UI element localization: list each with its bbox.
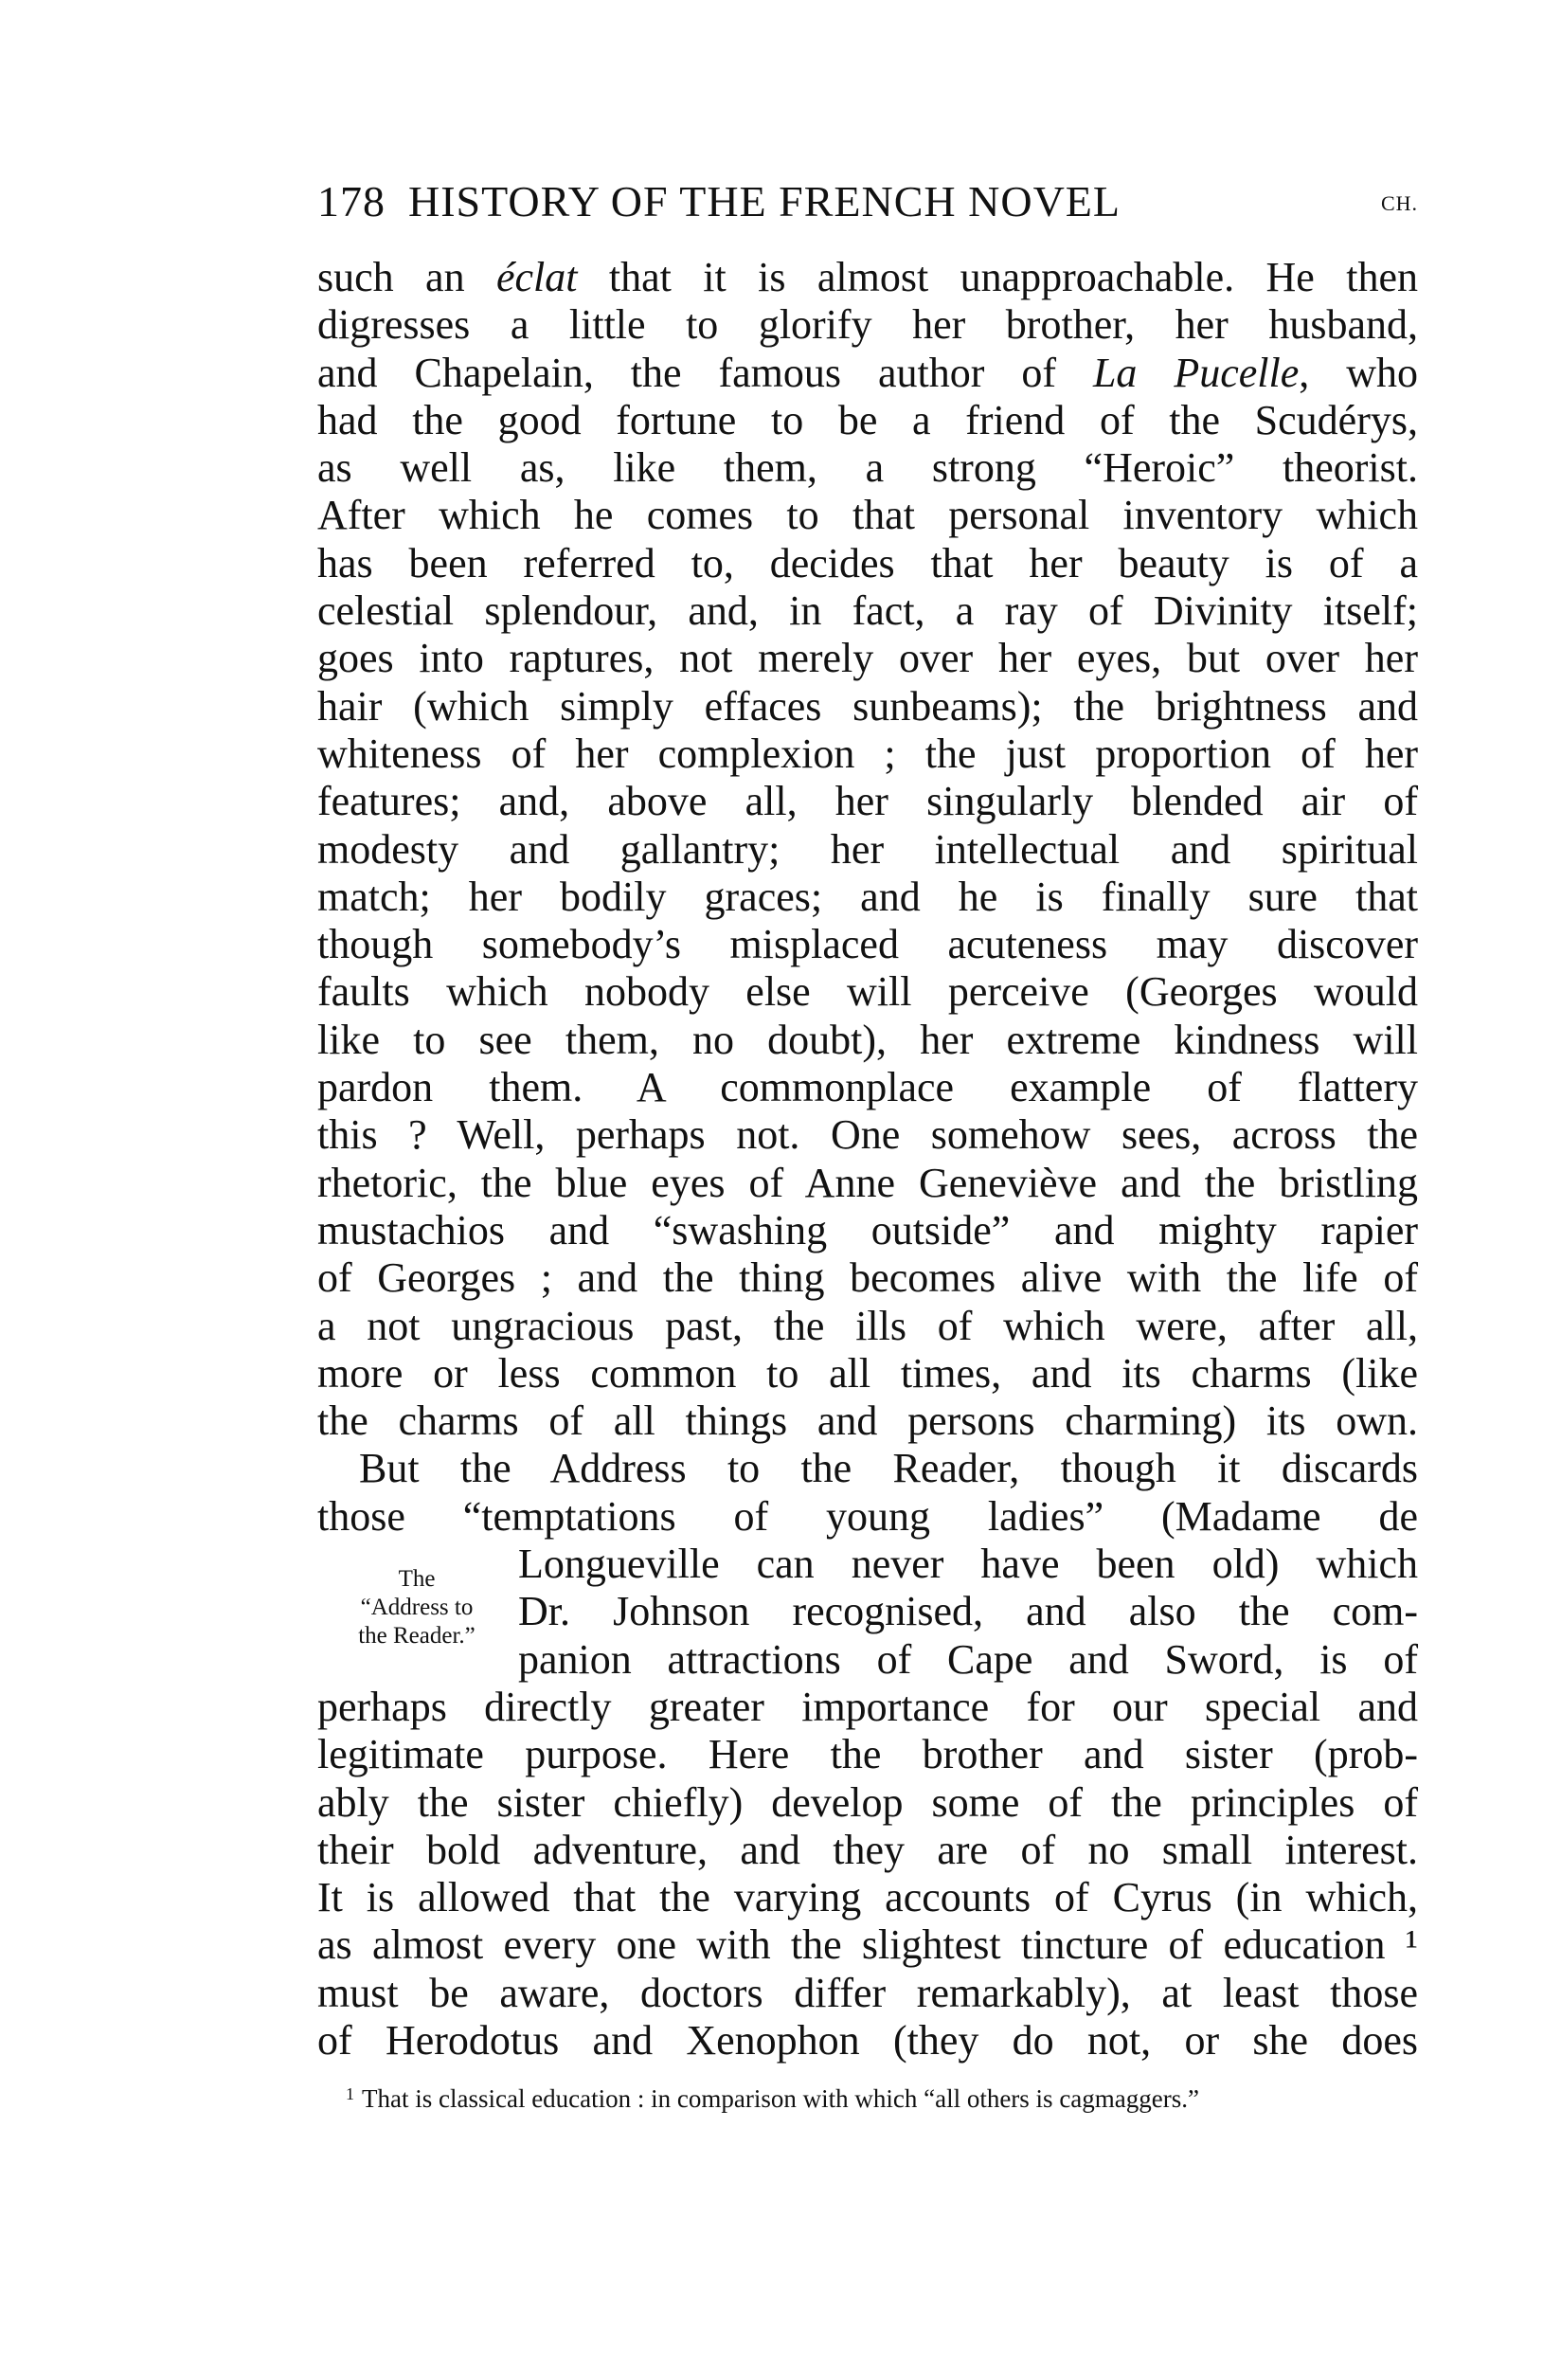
text-line: ably the sister chiefly) develop some of the principles of [317, 1778, 1418, 1826]
running-title: HISTORY OF THE FRENCH NOVEL [408, 177, 1121, 225]
text-line: faults which nobody else will perceive (Georges would [317, 968, 1418, 1016]
text-line: the charms of all things and persons charming) its own. [317, 1397, 1418, 1445]
text-line: modesty and gallantry; her intellectual and spiritual [317, 825, 1418, 873]
body-text [317, 254, 1418, 2064]
text-line: of Georges ; and the thing becomes alive with the life of [317, 1254, 1418, 1302]
running-header [317, 176, 1418, 233]
text-line: Longueville can never have been old) which [518, 1541, 1418, 1588]
text-line: those “temptations of young ladies” (Madame de [317, 1492, 1418, 1540]
text-line: mustachios and “swashing outside” and mighty rapier [317, 1206, 1418, 1253]
text-line: and Chapelain, the famous author of La Pucelle, who [317, 349, 1419, 396]
text-line: features; and, above all, her singularly blended air of [317, 778, 1418, 825]
text-line: more or less common to all times, and its charms (like [317, 1349, 1418, 1397]
text-line: this ? Well, perhaps not. One somehow sees, across the [317, 1111, 1418, 1159]
page-number: 178 [317, 177, 386, 225]
margin-note-line: The [398, 1566, 436, 1592]
text-line: as well as, like them, a strong “Heroic” theorist. [317, 444, 1418, 492]
text-line: a not ungracious past, the ills of which were, after all, [317, 1302, 1418, 1349]
text-line: celestial splendour, and, in fact, a ray of Divinity itself; [317, 587, 1418, 635]
text-line: digresses a little to glorify her brother, her husband, [317, 301, 1418, 349]
text-line: match; her bodily graces; and he is finally sure that [317, 873, 1418, 920]
text-line: of Herodotus and Xenophon (they do not, or she does [317, 2016, 1418, 2064]
text-line: After which he comes to that personal inventory which [317, 492, 1418, 539]
text-line: rhetoric, the blue eyes of Anne Geneviève and the bristling [317, 1159, 1418, 1206]
text-line: had the good fortune to be a friend of the Scudérys, [317, 396, 1418, 443]
text-line: whiteness of her complexion ; the just proportion of her [317, 730, 1418, 777]
text-line: must be aware, doctors differ remarkably), at least those [317, 1969, 1418, 2016]
text-line: though somebody’s misplaced acuteness may discover [317, 921, 1418, 968]
text-line: But the Address to the Reader, though it discards [359, 1445, 1418, 1492]
text-line: pardon them. A commonplace example of flattery [317, 1064, 1418, 1111]
text-line: hair (which simply effaces sunbeams); the brightness and [317, 682, 1418, 730]
text-line: has been referred to, decides that her beauty is of a [317, 539, 1418, 586]
chapter-mark: CH. [1380, 191, 1418, 215]
text-line: Dr. Johnson recognised, and also the com- [518, 1588, 1418, 1635]
margin-note [317, 1565, 516, 1650]
text-line: legitimate purpose. Here the brother and sister (prob- [317, 1731, 1418, 1778]
text-line: such an éclat that it is almost unapproachable. He then [317, 254, 1418, 300]
text-line: as almost every one with the slightest tincture of education ¹ [317, 1921, 1418, 1969]
margin-note-line: “Address to [360, 1595, 474, 1620]
footnote-text: That is classical education : in comparison with which “all others is cagmaggers.” [362, 2084, 1199, 2113]
text-line: like to see them, no doubt), her extreme kindness will [317, 1016, 1418, 1063]
text-line: panion attractions of Cape and Sword, is of [518, 1635, 1418, 1683]
text-line: goes into raptures, not merely over her eyes, but over her [317, 635, 1418, 682]
margin-note-line: the Reader.” [358, 1623, 475, 1649]
text-line: perhaps directly greater importance for our special and [317, 1683, 1418, 1730]
footnote-marker: 1 [346, 2084, 354, 2103]
text-line: their bold adventure, and they are of no small interest. [317, 1826, 1418, 1873]
footnote [346, 2084, 1199, 2114]
text-line: It is allowed that the varying accounts of Cyrus (in which, [317, 1874, 1418, 1921]
